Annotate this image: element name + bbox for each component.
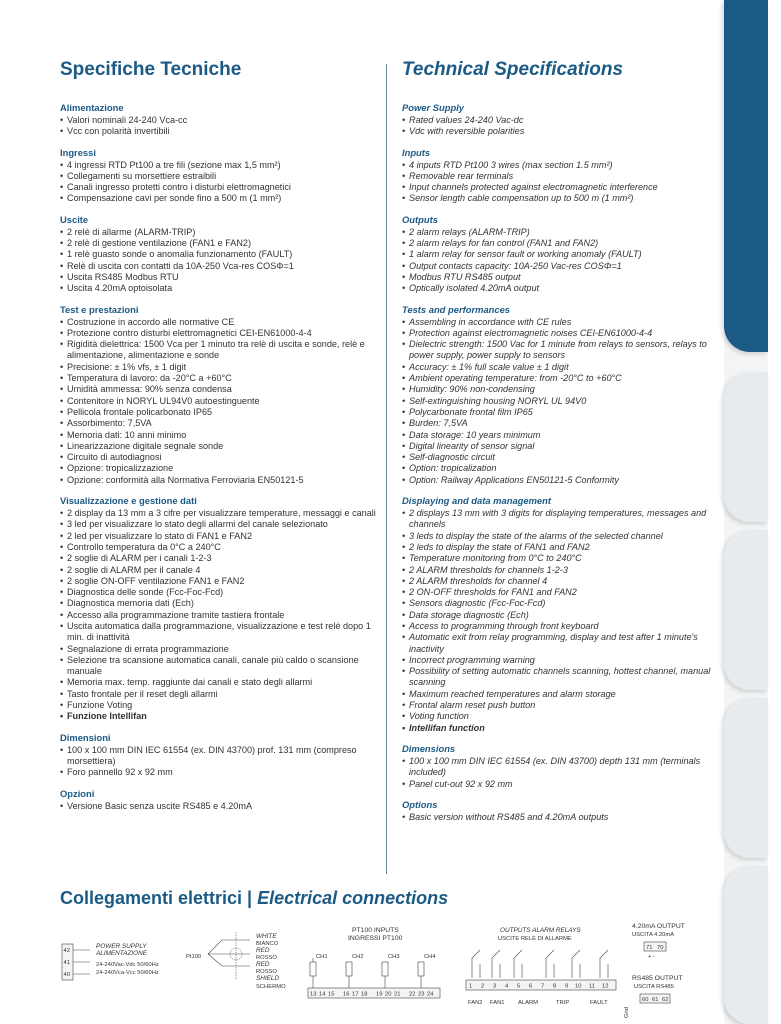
spec-item: • 2 led per visualizzare lo stato di FAN1 e FAN2 — [60, 531, 380, 542]
spec-item: • 2 ON-OFF thresholds for FAN1 and FAN2 — [402, 587, 724, 598]
spec-list — [60, 745, 380, 779]
rs485-heading: RS485 OUTPUT — [632, 975, 683, 982]
input-terminal-label: 23 — [418, 991, 425, 998]
spec-item: • Segnalazione di errata programmazione — [60, 644, 380, 655]
spec-item: • Opzione: conformità alla Normativa Ferroviaria EN50121-5 — [60, 475, 380, 486]
spec-list — [60, 317, 380, 486]
spec-item: • Uscita automatica dalla programmazione, visualizzazione e test relè dopo 1 min. di inattività — [60, 621, 380, 644]
wire-rosso-label: ROSSO — [256, 955, 277, 961]
spec-item: • Option: tropicalization — [402, 463, 724, 474]
spec-item: • Input channels protected against electromagnetic interference — [402, 182, 724, 193]
spec-item: • Linearizzazione digitale segnale sonde — [60, 441, 380, 452]
connections-title — [60, 888, 448, 909]
input-terminal-label: 14 — [319, 991, 326, 998]
spec-item: • Humidity: 90% non-condensing — [402, 384, 724, 395]
spec-list — [402, 160, 724, 205]
rs485-terminal-label: 60 — [642, 997, 649, 1003]
spec-item: • Canali ingresso protetti contro i disturbi elettromagnetici — [60, 182, 380, 193]
english-title: Technical Specifications — [402, 59, 624, 80]
spec-section — [402, 102, 724, 138]
spec-item: • Self-extinguishing housing NORYL UL 94V0 — [402, 396, 724, 407]
spec-item: • 2 soglie di ALARM per i canali 1-2-3 — [60, 553, 380, 564]
spec-item: • 4 ingressi RTD Pt100 a tre fili (sezione max 1,5 mm²) — [60, 160, 380, 171]
spec-section — [60, 304, 380, 486]
section-heading: Outputs — [402, 213, 438, 225]
out420-heading-it: USCITA 4.20mA — [632, 932, 675, 938]
relay-label: ALARM — [518, 1000, 538, 1006]
relay-terminal-label: 3 — [493, 983, 497, 990]
channel-label: CH3 — [388, 954, 400, 960]
section-tabs — [724, 0, 781, 1024]
spec-item: • Selezione tra scansione automatica canali, canale più caldo o scansione manuale — [60, 655, 380, 678]
wire-bianco-label: BIANCO — [256, 941, 279, 947]
spec-item: • Controllo temperatura da 0°C a 240°C — [60, 542, 380, 553]
power-terminal-label: 41 — [63, 960, 70, 966]
spec-item: • Accesso alla programmazione tramite tastiera frontale — [60, 610, 380, 621]
tab-section-3[interactable] — [724, 372, 768, 522]
spec-item: • Memoria dati: 10 anni minimo — [60, 430, 380, 441]
spec-list — [60, 508, 380, 723]
wire-schermo-label: SCHERMO — [256, 984, 286, 990]
spec-item: • 2 ALARM thresholds for channel 4 — [402, 576, 724, 587]
tab-section-4[interactable] — [724, 530, 768, 690]
power-supply-range: 24-240Vac-Vdc 50/60Hz — [96, 962, 159, 968]
wire-rosso-label: ROSSO — [256, 969, 277, 975]
section-heading: Alimentazione — [60, 102, 124, 113]
input-terminal-label: 19 — [376, 991, 383, 998]
rs485-heading-it: USCITA RS485 — [634, 984, 674, 990]
spec-item: • Accuracy: ± 1% full scale value ± 1 digit — [402, 362, 724, 373]
tab-section-5[interactable] — [724, 698, 768, 858]
input-terminal-label: 18 — [361, 991, 368, 998]
spec-section — [402, 495, 724, 734]
spec-item: • Precisione: ± 1% vfs, ± 1 digit — [60, 362, 380, 373]
spec-section — [402, 799, 724, 823]
relay-terminal-label: 2 — [481, 983, 485, 990]
channel-label: CH4 — [424, 954, 436, 960]
relay-label: FAN1 — [490, 1000, 505, 1006]
input-terminal-label: 22 — [409, 991, 416, 998]
out420-terminal-label: 71 — [646, 945, 653, 951]
spec-item: • Ambient operating temperature: from -20°C to +60°C — [402, 373, 724, 384]
spec-item: • 100 x 100 mm DIN IEC 61554 (ex. DIN 43700) depth 131 mm (terminals included) — [402, 756, 724, 779]
section-heading: Test e prestazioni — [60, 303, 139, 315]
spec-item: • Memoria max. temp. raggiunte dai canali e stato degli allarmi — [60, 677, 380, 688]
relay-terminal-label: 5 — [517, 983, 521, 990]
section-heading: Ingressi — [60, 146, 96, 158]
spec-section — [60, 732, 380, 779]
section-heading: Dimensioni — [60, 731, 111, 743]
input-terminal-label: 24 — [427, 991, 434, 998]
spec-item: • 100 x 100 mm DIN IEC 61554 (ex. DIN 43700) prof. 131 mm (compreso morsettiera) — [60, 745, 380, 768]
relay-terminal-label: 9 — [565, 983, 569, 990]
spec-item: • Maximum reached temperatures and alarm storage — [402, 689, 724, 700]
spec-list — [60, 801, 380, 812]
gnd-label: Gnd — [624, 1007, 630, 1018]
spec-item: • Optically isolated 4.20mA output — [402, 283, 724, 294]
spec-item: • 1 relè guasto sonde o anomalia funzionamento (FAULT) — [60, 249, 380, 260]
spec-item-highlight: • Funzione Intellifan — [60, 711, 380, 722]
spec-item: • Digital linearity of sensor signal — [402, 441, 724, 452]
spec-item: • Burden: 7,5VA — [402, 418, 724, 429]
spec-section — [60, 495, 380, 723]
spec-list — [402, 812, 724, 823]
spec-item: • Removable rear terminals — [402, 171, 724, 182]
spec-item: • Umidità ammessa: 90% senza condensa — [60, 384, 380, 395]
spec-item: • Sensors diagnostic (Fcc-Foc-Fcd) — [402, 598, 724, 609]
spec-item: • 2 display da 13 mm a 3 cifre per visualizzare temperature, messaggi e canali — [60, 508, 380, 519]
spec-item: • Temperature monitoring from 0°C to 240°C — [402, 553, 724, 564]
spec-item: • Frontal alarm reset push button — [402, 700, 724, 711]
spec-item: • Compensazione cavi per sonde fino a 500 m (1 mm²) — [60, 193, 380, 204]
spec-item: • Self-diagnostic circuit — [402, 452, 724, 463]
relay-terminal-block — [466, 980, 616, 990]
spec-item: • 1 alarm relay for sensor fault or working anomaly (FAULT) — [402, 249, 724, 260]
wire-red-label: RED — [256, 947, 270, 954]
rs485-terminal-label: 62 — [662, 997, 669, 1003]
spec-item: • 2 relè di allarme (ALARM-TRIP) — [60, 227, 380, 238]
spec-list — [402, 508, 724, 734]
section-heading: Uscite — [60, 213, 89, 225]
spec-item: • Funzione Voting — [60, 700, 380, 711]
spec-item: • 4 inputs RTD Pt100 3 wires (max section 1.5 mm²) — [402, 160, 724, 171]
spec-section — [402, 214, 724, 295]
italian-specs-column — [60, 56, 380, 821]
column-divider — [386, 64, 387, 874]
spec-item: • 2 ALARM thresholds for channels 1-2-3 — [402, 565, 724, 576]
spec-item: • Valori nominali 24-240 Vca-cc — [60, 115, 380, 126]
input-terminal-label: 20 — [385, 991, 392, 998]
spec-item: • Incorrect programming warning — [402, 655, 724, 666]
relays-heading: OUTPUTS ALARM RELAYS — [500, 927, 581, 934]
tab-section-2-label: SECTION 2 — [766, 240, 781, 314]
spec-item: • Polycarbonate frontal film IP65 — [402, 407, 724, 418]
spec-section — [402, 147, 724, 205]
input-terminal-label: 13 — [310, 991, 317, 998]
spec-item: • 2 relè di gestione ventilazione (FAN1 e FAN2) — [60, 238, 380, 249]
spec-item: • Costruzione in accordo alle normative CE — [60, 317, 380, 328]
relay-terminal-label: 4 — [505, 983, 509, 990]
spec-item: • Opzione: tropicalizzazione — [60, 463, 380, 474]
channel-label: CH1 — [316, 954, 328, 960]
spec-list — [60, 227, 380, 295]
spec-list — [402, 756, 724, 790]
spec-item: • Access to programming through front keyboard — [402, 621, 724, 632]
spec-item: • 2 alarm relays for fan control (FAN1 and FAN2) — [402, 238, 724, 249]
wire-shield-label: SHIELD — [256, 975, 280, 982]
spec-item: • Rigidità dielettrica: 1500 Vca per 1 minuto tra relè di uscita e sonde, relè e alimentazione, alimentazione e sonde — [60, 339, 380, 362]
english-specs-column — [402, 56, 724, 832]
spec-item: • Basic version without RS485 and 4.20mA outputs — [402, 812, 724, 823]
relay-label: FAULT — [590, 1000, 608, 1006]
spec-item: • Uscita 4.20mA optoisolata — [60, 283, 380, 294]
spec-item: • Modbus RTU RS485 output — [402, 272, 724, 283]
section-heading: Visualizzazione e gestione dati — [60, 495, 197, 507]
spec-item: • 3 leds to display the state of the alarms of the selected channel — [402, 531, 724, 542]
spec-item: • Dielectric strength: 1500 Vac for 1 minute from relays to sensors, relays to power supply, power supply to sensors — [402, 339, 724, 362]
spec-section — [60, 214, 380, 295]
relay-terminal-label: 6 — [529, 983, 533, 990]
spec-list — [402, 317, 724, 486]
spec-item: • Foro pannello 92 x 92 mm — [60, 767, 380, 778]
spec-item: • 3 led per visualizzare lo stato degli allarmi del canale selezionato — [60, 519, 380, 530]
spec-list — [60, 160, 380, 205]
input-terminal-label: 15 — [328, 991, 335, 998]
wire-red-label: RED — [256, 961, 270, 968]
spec-item: • 2 alarm relays (ALARM-TRIP) — [402, 227, 724, 238]
spec-item: • Assembling in accordance with CE rules — [402, 317, 724, 328]
spec-item: • Voting function — [402, 711, 724, 722]
spec-item: • Option: Railway Applications EN50121-5 Conformity — [402, 475, 724, 486]
spec-item: • Diagnostica memoria dati (Ech) — [60, 598, 380, 609]
spec-item: • Versione Basic senza uscite RS485 e 4.20mA — [60, 801, 380, 812]
italian-title: Specifiche Tecniche — [60, 59, 242, 80]
relay-terminal-label: 7 — [541, 983, 545, 990]
power-terminal-label: 40 — [63, 972, 70, 978]
spec-item: • Contenitore in NORYL UL94V0 autoestinguente — [60, 396, 380, 407]
relay-label: FAN2 — [468, 1000, 483, 1006]
pt100-label: Pt100 — [186, 954, 202, 960]
tab-section-2[interactable] — [724, 0, 781, 352]
spec-item: • Possibility of setting automatic channels scanning, hottest channel, manual scanning — [402, 666, 724, 689]
channel-group — [316, 954, 436, 960]
spec-item: • Tasto frontale per il reset degli allarmi — [60, 689, 380, 700]
spec-list — [402, 227, 724, 295]
out420-polarity: + - — [648, 954, 655, 960]
spec-item: • 2 soglie ON-OFF ventilazione FAN1 e FAN2 — [60, 576, 380, 587]
section-heading: Dimensions — [402, 742, 456, 754]
spec-item-highlight: • Intellifan function — [402, 723, 724, 734]
spec-item: • Diagnostica delle sonde (Fcc-Foc-Fcd) — [60, 587, 380, 598]
relay-terminal-label: 10 — [575, 983, 582, 990]
spec-item: • Panel cut-out 92 x 92 mm — [402, 779, 724, 790]
spec-item: • 2 displays 13 mm with 3 digits for displaying temperatures, messages and channels — [402, 508, 724, 531]
relay-terminal-label: 8 — [553, 983, 557, 990]
rs485-terminal-label: 61 — [652, 997, 659, 1003]
section-heading: Power Supply — [402, 102, 464, 113]
spec-item: • 2 leds to display the state of FAN1 and FAN2 — [402, 542, 724, 553]
tab-section-6[interactable] — [724, 866, 768, 1024]
spec-item: • Protezione contro disturbi elettromagnetici CEI-EN61000-4-4 — [60, 328, 380, 339]
relay-terminal-label: 12 — [602, 983, 609, 990]
relay-label: TRIP — [556, 1000, 570, 1006]
spec-item: • Vdc with reversible polarities — [402, 126, 724, 137]
spec-item: • 2 soglie di ALARM per il canale 4 — [60, 565, 380, 576]
relay-terminal-label: 1 — [469, 983, 473, 990]
spec-item: • Data storage diagnostic (Ech) — [402, 610, 724, 621]
input-terminal-label: 16 — [343, 991, 350, 998]
spec-item: • Output contacts capacity: 10A-250 Vac-res COSΦ=1 — [402, 261, 724, 272]
spec-section — [60, 147, 380, 205]
spec-section — [402, 304, 724, 486]
spec-item: • Circuito di autodiagnosi — [60, 452, 380, 463]
spec-item: • Vcc con polarità invertibili — [60, 126, 380, 137]
spec-item: • Relè di uscita con contatti da 10A-250 Vca-res COSΦ=1 — [60, 261, 380, 272]
section-heading: Displaying and data management — [402, 495, 551, 507]
spec-item: • Temperatura di lavoro: da -20°C a +60°C — [60, 373, 380, 384]
spec-section — [60, 102, 380, 138]
relays-heading-it: USCITE RELÈ DI ALLARME — [498, 936, 572, 942]
wiring-diagram — [60, 918, 724, 1024]
input-terminal-block — [308, 988, 440, 998]
wire-white-label: WHITE — [256, 933, 277, 940]
channel-label: CH2 — [352, 954, 364, 960]
section-heading: Opzioni — [60, 787, 95, 799]
section-heading: Inputs — [402, 146, 431, 158]
section-heading: Tests and performances — [402, 303, 511, 315]
pt100-inputs-heading: PT100 INPUTS — [352, 927, 399, 934]
spec-item: • Collegamenti su morsettiere estraibili — [60, 171, 380, 182]
input-terminal-label: 21 — [394, 991, 401, 998]
out420-heading: 4.20mA OUTPUT — [632, 923, 685, 930]
spec-item: • Uscita RS485 Modbus RTU — [60, 272, 380, 283]
spec-item: • Data storage: 10 years minimum — [402, 430, 724, 441]
spec-item: • Assorbimento: 7,5VA — [60, 418, 380, 429]
spec-section — [60, 788, 380, 812]
spec-item: • Protection against electromagnetic noises CEI-EN61000-4-4 — [402, 328, 724, 339]
spec-item: • Automatic exit from relay programming, display and test after 1 minute's inactivity — [402, 632, 724, 655]
spec-section — [402, 743, 724, 790]
spec-item: • Pellicola frontale policarbonato IP65 — [60, 407, 380, 418]
spec-item: • Sensor length cable compensation up to 500 m (1 mm²) — [402, 193, 724, 204]
spec-item: • Rated values 24-240 Vac-dc — [402, 115, 724, 126]
power-supply-label: POWER SUPPLY — [96, 943, 147, 950]
out420-terminal-label: 70 — [657, 945, 664, 951]
power-supply-label-it: ALIMENTAZIONE — [96, 950, 148, 957]
spec-list — [402, 115, 724, 138]
pt100-inputs-heading-it: INGRESSI PT100 — [348, 935, 403, 942]
power-terminal-label: 42 — [63, 948, 70, 954]
spec-list — [60, 115, 380, 138]
relay-terminal-label: 11 — [589, 983, 596, 990]
section-heading: Options — [402, 798, 438, 810]
connections-title-en: Electrical connections — [257, 888, 449, 908]
power-terminal-block — [62, 944, 90, 980]
power-supply-range-it: 24-240Vca-Vcc 50/60Hz — [96, 970, 159, 976]
input-terminal-label: 17 — [352, 991, 359, 998]
connections-title-it: Collegamenti elettrici | — [60, 888, 253, 908]
